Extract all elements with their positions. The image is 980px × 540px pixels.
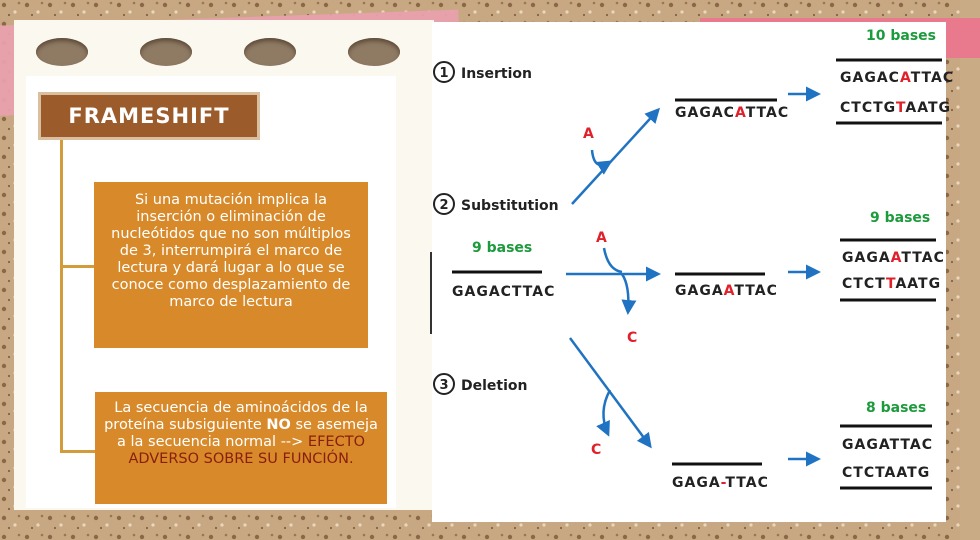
step-1-label: Insertion	[461, 66, 532, 82]
step-2-label: Substitution	[461, 198, 559, 214]
substitution-result-top: GAGAATTAC	[842, 250, 945, 266]
binder-hole-3	[244, 38, 296, 66]
substitution-bases-label: 9 bases	[870, 210, 931, 226]
deletion-mid-sequence: GAGA-TTAC	[672, 475, 769, 491]
step-1-number: 1	[439, 66, 449, 81]
deletion-result-bottom: CTCTAATG	[842, 465, 931, 481]
step-2-number: 2	[439, 198, 449, 213]
tree-connector-branch-1	[60, 265, 94, 268]
insertion-result-top: GAGACATTAC	[840, 70, 955, 86]
tree-connector-vertical	[60, 140, 63, 452]
deletion-result-top: GAGATTAC	[842, 437, 934, 453]
frameshift-definition-card: Si una mutación implica la inserción o eliminación de nucleótidos que no son múltiplos de 3, interrumpirá el marco de lectura y dará lugar a lo que se conoce como desplazamiento de marco de lectura	[94, 182, 368, 348]
insertion-result-bottom: CTCTGTAATG	[840, 100, 951, 116]
frameshift-title: FRAMESHIFT	[38, 92, 260, 140]
step-3-label: Deletion	[461, 378, 528, 394]
binder-hole-1	[36, 38, 88, 66]
substitution-result-bottom: CTCTTAATG	[842, 276, 942, 292]
effect-no-keyword: NO	[266, 417, 291, 433]
mutation-diagram	[432, 22, 955, 522]
tree-connector-branch-2	[60, 450, 96, 453]
binder-hole-4	[348, 38, 400, 66]
insertion-bases-label: 10 bases	[866, 28, 936, 44]
effect-text-1: La secuencia de aminoácidos de la proteína subsiguiente	[104, 400, 368, 433]
frameshift-effect-card	[95, 392, 387, 504]
subst-out-letter: C	[627, 330, 638, 346]
effect-adverse-label: EFECTO ADVERSO SOBRE SU FUNCIÓN.	[128, 434, 365, 467]
delete-letter: C	[591, 442, 602, 458]
step-3-number: 3	[439, 378, 449, 393]
binder-hole-2	[140, 38, 192, 66]
effect-text-2: se asemeja a la secuencia normal -->	[117, 417, 378, 450]
insertion-mid-sequence: GAGACATTAC	[675, 105, 790, 121]
original-bases-label: 9 bases	[472, 240, 533, 256]
deletion-bases-label: 8 bases	[866, 400, 927, 416]
insert-letter: A	[583, 126, 594, 142]
original-sequence: GAGACTTAC	[452, 284, 556, 300]
subst-in-letter: A	[596, 230, 607, 246]
substitution-mid-sequence: GAGAATTAC	[675, 283, 778, 299]
